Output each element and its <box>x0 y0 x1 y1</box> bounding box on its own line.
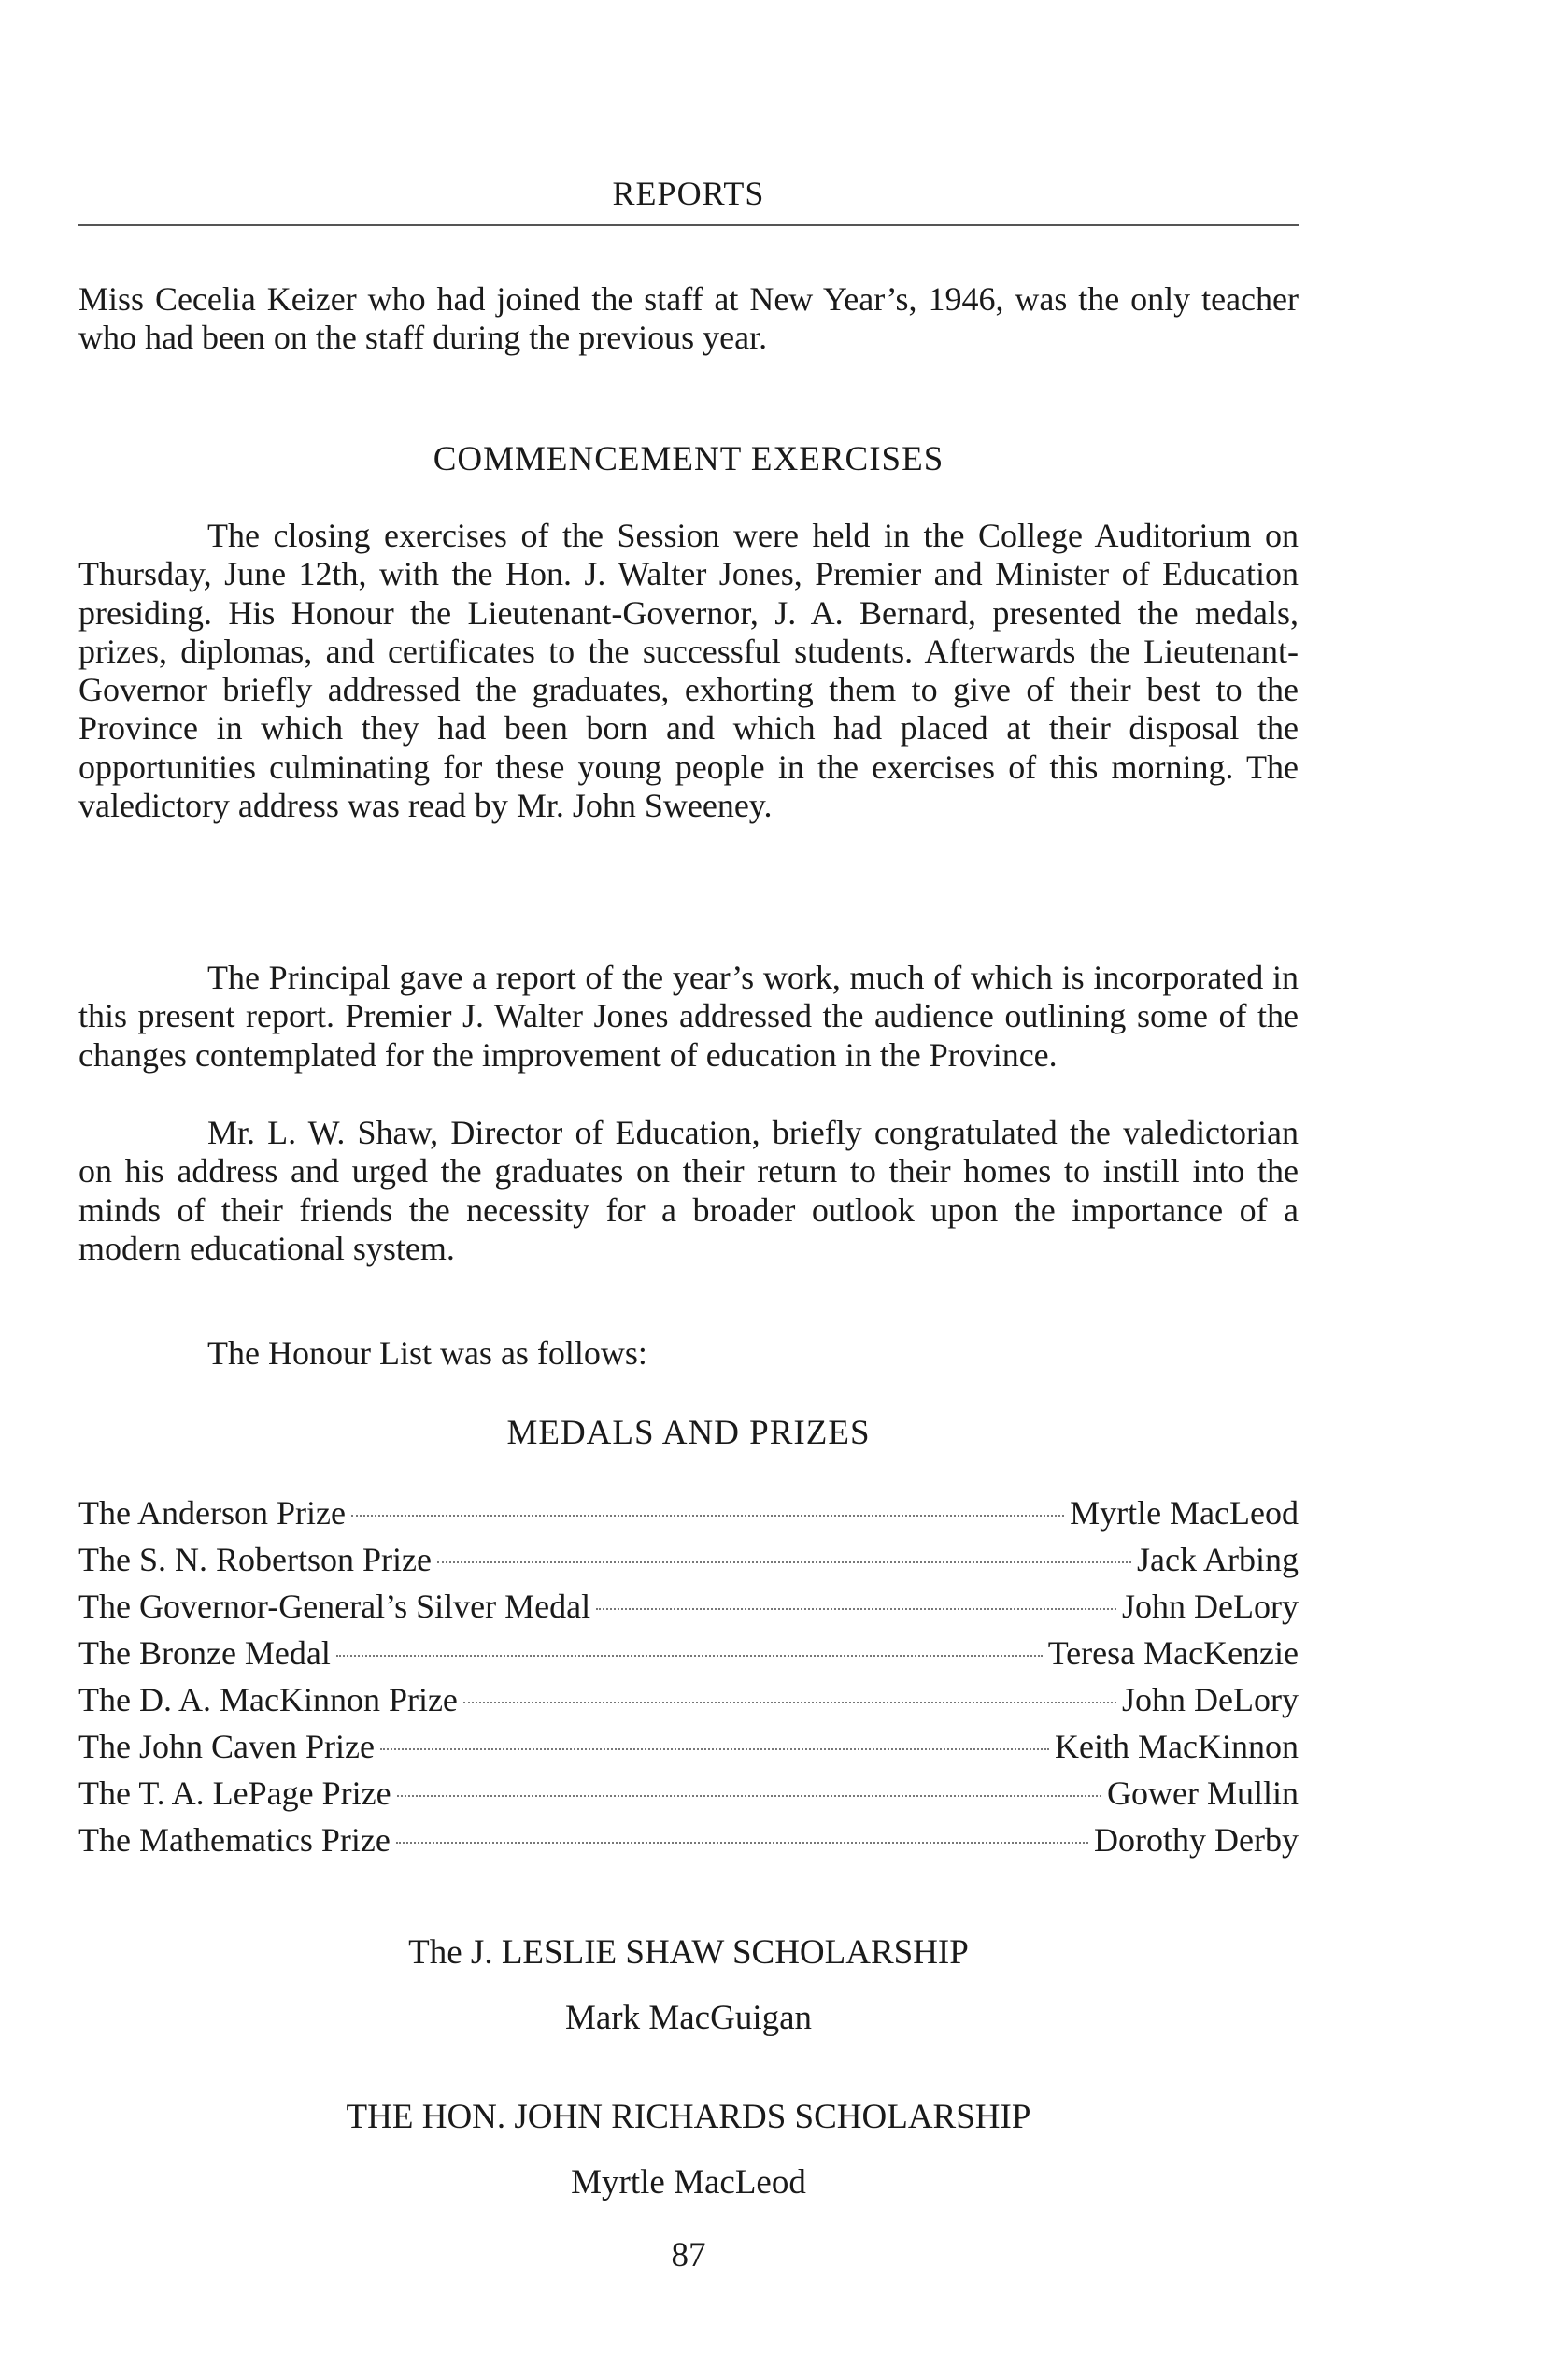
dot-leader <box>396 1842 1088 1844</box>
prize-row <box>78 1489 1299 1536</box>
dot-leader <box>463 1702 1116 1703</box>
prize-name: The Mathematics Prize <box>78 1821 391 1859</box>
scholarship-title: THE HON. JOHN RICHARDS SCHOLARSHIP <box>346 2098 1031 2136</box>
honour-list-intro: The Honour List was as follows: <box>207 1334 647 1372</box>
prize-winner: John DeLory <box>1122 1588 1299 1625</box>
commencement-heading: COMMENCEMENT EXERCISES <box>433 440 944 478</box>
scholarship-title: The J. LESLIE SHAW SCHOLARSHIP <box>408 1933 969 1972</box>
prize-winner: Teresa MacKenzie <box>1047 1634 1299 1672</box>
header-rule <box>78 224 1299 226</box>
prize-row <box>78 1770 1299 1817</box>
prize-row <box>78 1676 1299 1723</box>
dot-leader <box>596 1608 1116 1610</box>
commencement-paragraph-2: The Principal gave a report of the year’s work, much of which is incorporated in this present report. Premier J. Walter Jones addressed the audience outlining some of the changes contemplated for the improvement of education in the Province. <box>78 959 1299 1074</box>
prize-row <box>78 1536 1299 1583</box>
medals-heading: MEDALS AND PRIZES <box>506 1414 871 1452</box>
dot-leader <box>336 1655 1043 1657</box>
dot-leader <box>380 1748 1049 1750</box>
prize-name: The D. A. MacKinnon Prize <box>78 1681 458 1718</box>
page-number: 87 <box>671 2236 706 2274</box>
commencement-paragraph-3: Mr. L. W. Shaw, Director of Education, briefly congratulated the valedictorian on his address and urged the graduates on their return to their homes to instill into the minds of their friends the necessity for a broader outlook upon the importance of a modern educational system. <box>78 1114 1299 1267</box>
prize-name: The John Caven Prize <box>78 1728 375 1765</box>
scholarship-recipient: Myrtle MacLeod <box>571 2163 806 2202</box>
prize-winner: John DeLory <box>1122 1681 1299 1718</box>
dot-leader <box>397 1795 1101 1797</box>
prize-winner: Keith MacKinnon <box>1055 1728 1299 1765</box>
prize-name: The S. N. Robertson Prize <box>78 1541 432 1578</box>
prize-winner: Jack Arbing <box>1137 1541 1299 1578</box>
prize-name: The Bronze Medal <box>78 1634 331 1672</box>
document-page <box>78 0 1299 2380</box>
commencement-paragraph-1: The closing exercises of the Session were held in the College Auditorium on Thursday, June 12th, with the Hon. J. Walter Jones, Premier and Minister of Education presiding. His Honour the Lieutenant-Governor, J. A. Bernard, presented the medals, prizes, diplomas, and certificates to the successful students. Afterwards the Lieutenant-Governor briefly addressed the graduates, exhorting them to give of their best to the Province in which they had been born and which had placed at their disposal the opportunities culminating for these young people in the exercises of this morning. The valedictory address was read by Mr. John Sweeney. <box>78 517 1299 825</box>
prize-winner: Dorothy Derby <box>1094 1821 1299 1859</box>
prize-winner: Gower Mullin <box>1107 1774 1299 1812</box>
prize-name: The T. A. LePage Prize <box>78 1774 391 1812</box>
dot-leader <box>437 1561 1131 1563</box>
intro-paragraph: Miss Cecelia Keizer who had joined the staff at New Year’s, 1946, was the only teacher who had been on the staff during the previous year. <box>78 280 1299 357</box>
prize-row <box>78 1723 1299 1770</box>
prize-name: The Governor-General’s Silver Medal <box>78 1588 591 1625</box>
prize-row <box>78 1583 1299 1630</box>
prize-winner: Myrtle MacLeod <box>1070 1494 1299 1532</box>
running-head: REPORTS <box>612 175 765 212</box>
dot-leader <box>351 1515 1064 1517</box>
prize-row <box>78 1817 1299 1863</box>
prize-name: The Anderson Prize <box>78 1494 346 1532</box>
scholarship-recipient: Mark MacGuigan <box>564 1999 813 2037</box>
prize-row <box>78 1630 1299 1676</box>
prize-list <box>78 1489 1299 1863</box>
